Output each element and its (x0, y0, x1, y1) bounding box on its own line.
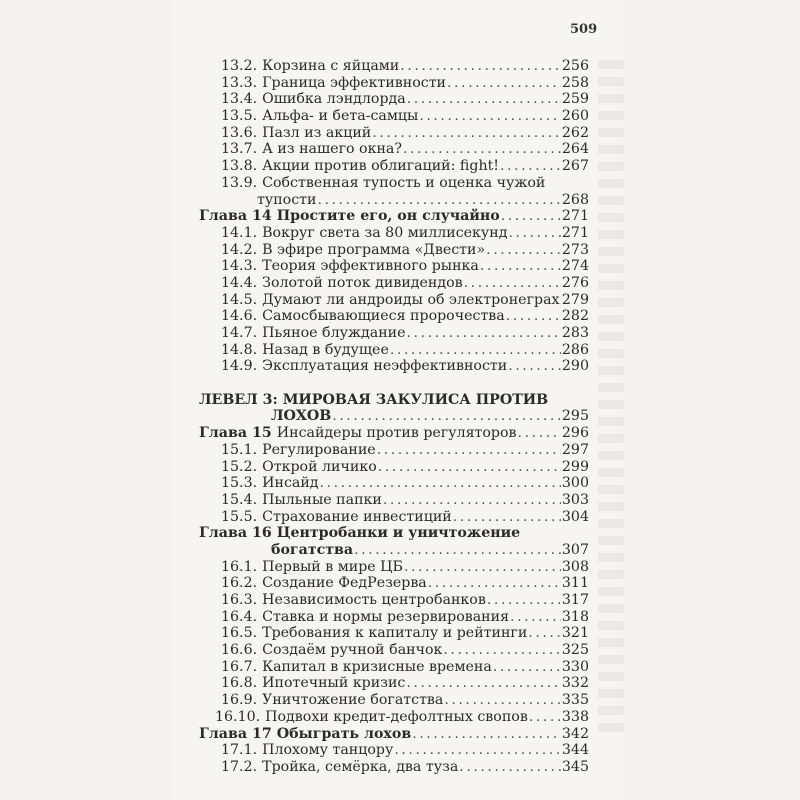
dot-leader (428, 575, 561, 592)
toc-subsection (199, 609, 589, 626)
dot-leader (419, 108, 561, 125)
toc-entry-number: Глава 14 (199, 208, 272, 225)
toc-entry-number: 16.3. (221, 592, 258, 608)
toc-subsection (199, 141, 589, 158)
toc-subsection (199, 75, 589, 92)
toc-page-number: 325 (561, 642, 589, 659)
toc-entry-title: Капитал в кризисные времена (262, 658, 492, 675)
toc-subsection (199, 175, 589, 192)
toc-subsection (199, 592, 589, 609)
toc-chapter (199, 208, 589, 225)
toc-entry-number: Глава 15 (199, 425, 272, 442)
toc-page-number: 318 (561, 608, 589, 625)
toc-page-number: 273 (561, 241, 589, 258)
toc-subsection (199, 91, 589, 108)
toc-page-number: 308 (561, 558, 589, 575)
toc-page-number: 276 (561, 274, 589, 291)
section-gap (199, 375, 589, 392)
toc-entry-number: 16.6. (221, 642, 258, 659)
toc-entry-title: Страхование инвестиций (262, 508, 452, 525)
toc-chapter-continuation (199, 542, 589, 559)
dot-leader (506, 308, 561, 325)
toc-page-number: 279 (561, 291, 589, 308)
toc-entry-title: Теория эффективного рынка (262, 258, 479, 275)
toc-entry-title: Ипотечный кризис (262, 675, 406, 692)
toc-entry-number: 13.9. (221, 174, 258, 191)
toc-entry-title: Простите его, он случайно (276, 208, 500, 225)
toc-entry-number: 13.3. (221, 74, 258, 91)
toc-entry-title: Корзина с яйцами (262, 58, 400, 74)
toc-entry-number: 16.10. (215, 708, 261, 725)
toc-page-number: 282 (561, 308, 589, 325)
dot-leader (354, 542, 561, 559)
dot-leader (444, 692, 561, 709)
toc-subsection (199, 642, 589, 659)
toc-entry-title: Плохому танцору (262, 742, 394, 759)
toc-subsection (199, 492, 589, 509)
show-through-text (598, 60, 624, 740)
toc-page-number: 335 (561, 692, 589, 709)
dot-leader (464, 275, 561, 292)
toc-entry-title: Требования к капиталу и рейтинги (262, 625, 528, 642)
toc-entry-number: 14.3. (221, 258, 258, 275)
toc-page-number: 286 (561, 341, 589, 358)
toc-entry-title: Ставка и нормы резервирования (262, 608, 510, 625)
toc-page-number: 296 (561, 425, 589, 442)
toc-entry-title: Граница эффективности (262, 74, 447, 91)
toc-page-number: 271 (561, 208, 589, 225)
toc-page-number: 295 (561, 408, 589, 425)
dot-leader (453, 509, 561, 526)
dot-leader (443, 642, 561, 659)
dot-leader (407, 91, 561, 108)
toc-entry-number: 14.1. (221, 224, 258, 241)
toc-subsection (199, 742, 589, 759)
toc-page-number: 344 (561, 742, 589, 759)
toc-entry-title: Думают ли андроиды об электронеграх (262, 291, 560, 308)
toc-subsection (199, 58, 589, 75)
toc-page-number: 332 (561, 675, 589, 692)
toc-entry-number: 13.7. (221, 141, 258, 158)
toc-entry-title: Подвохи кредит-дефолтных свопов (265, 708, 528, 725)
toc-subsection (199, 625, 589, 642)
toc-entry-number: 16.2. (221, 575, 258, 592)
dot-leader (394, 742, 561, 759)
toc-entry-title: Создаём ручной банчок (262, 642, 443, 659)
toc-page-number: 321 (561, 625, 589, 642)
toc-entry-title: Уничтожение богатства (262, 692, 444, 709)
toc-chapter (199, 726, 589, 743)
toc-page-number: 317 (561, 592, 589, 608)
toc-entry-title: Акции против облигаций: fight! (262, 158, 500, 175)
dot-leader (320, 475, 561, 492)
dot-leader (406, 675, 561, 692)
toc-subsection (199, 342, 589, 359)
toc-page-number: 259 (561, 91, 589, 108)
toc-part-heading-continuation (199, 408, 589, 425)
dot-leader (447, 75, 561, 92)
table-of-contents (199, 58, 589, 776)
toc-entry-number: 13.2. (221, 58, 258, 74)
toc-entry-number: Глава 17 (199, 725, 272, 742)
toc-subsection (199, 475, 589, 492)
toc-subsection (199, 125, 589, 142)
toc-subsection (199, 275, 589, 292)
toc-subsection (199, 242, 589, 259)
toc-entry-number: Глава 16 (199, 525, 272, 542)
toc-entry-number: 16.5. (221, 625, 258, 642)
toc-subsection (199, 692, 589, 709)
toc-part-heading (199, 392, 589, 409)
toc-chapter (199, 525, 589, 542)
dot-leader (529, 709, 561, 726)
toc-page-number: 311 (561, 575, 589, 592)
toc-page-number: 307 (561, 541, 589, 558)
dot-leader (508, 225, 560, 242)
dot-leader (508, 358, 561, 375)
toc-entry-title: тупости (257, 191, 317, 208)
toc-page-number: 274 (561, 258, 589, 275)
dot-leader (500, 158, 561, 175)
dot-leader (317, 192, 560, 209)
toc-entry-title: Независимость центробанков (262, 592, 486, 608)
toc-entry-number: 14.2. (221, 241, 258, 258)
toc-entry-title: Пьяное блуждание (262, 325, 406, 341)
toc-page-number: 256 (561, 58, 589, 74)
toc-page-number: 267 (561, 158, 589, 175)
toc-subsection (199, 108, 589, 125)
toc-entry-number: 13.6. (221, 124, 258, 141)
toc-page-number: 342 (561, 725, 589, 742)
toc-page-number: 258 (561, 74, 589, 91)
toc-subsection (199, 709, 589, 726)
toc-page-number: 300 (561, 475, 589, 492)
toc-subsection (199, 292, 589, 309)
toc-page-number: 330 (561, 658, 589, 675)
dot-leader (383, 492, 561, 509)
toc-entry-title: Первый в мире ЦБ (262, 558, 403, 575)
dot-leader (377, 442, 561, 459)
toc-entry-title: Альфа- и бета-самцы (262, 108, 419, 125)
dot-leader (332, 408, 561, 425)
toc-subsection (199, 575, 589, 592)
dot-leader (412, 726, 561, 743)
toc-entry-title: Тройка, семёрка, два туза (262, 758, 459, 775)
toc-entry-title: богатства (271, 541, 354, 558)
toc-entry-number: 16.1. (221, 558, 258, 575)
toc-entry-number: 17.1. (221, 742, 258, 759)
toc-subsection (199, 442, 589, 459)
toc-entry-title: А из нашего окна? (262, 141, 402, 158)
dot-leader (486, 242, 561, 259)
toc-entry-title: В эфире программа «Двести» (262, 241, 486, 258)
toc-entry-number: 15.2. (221, 458, 258, 475)
dot-leader (459, 759, 561, 776)
toc-entry-number: 14.5. (221, 291, 258, 308)
page-number: 509 (570, 22, 598, 37)
toc-entry-title: Пыльные папки (262, 491, 382, 508)
toc-page-number: 283 (561, 325, 589, 341)
dot-leader (404, 559, 561, 576)
toc-entry-number: 16.4. (221, 608, 258, 625)
toc-page-number: 297 (561, 441, 589, 458)
toc-entry-title: Инсайд (262, 475, 319, 492)
dot-leader (403, 141, 561, 158)
dot-leader (400, 58, 561, 75)
toc-subsection (199, 308, 589, 325)
dot-leader (480, 258, 561, 275)
toc-entry-number: 14.9. (221, 358, 258, 375)
toc-entry-number: 17.2. (221, 758, 258, 775)
toc-entry-title: Собственная тупость и оценка чужой (262, 174, 546, 191)
toc-page-number: 304 (561, 508, 589, 525)
toc-page-number: 271 (561, 224, 589, 241)
toc-entry-title: Пазл из акций (262, 124, 372, 141)
toc-entry-number: 16.7. (221, 658, 258, 675)
toc-entry-title: Самосбывающиеся пророчества (262, 308, 505, 325)
dot-leader (372, 125, 561, 142)
toc-entry-title: Открой личико (262, 458, 377, 475)
toc-subsection (199, 258, 589, 275)
toc-page-number: 338 (561, 708, 589, 725)
dot-leader (390, 342, 561, 359)
toc-page-number: 290 (561, 358, 589, 375)
toc-page-number: 262 (561, 124, 589, 141)
toc-entry-title: Ошибка лэндлорда (262, 91, 406, 108)
toc-subsection (199, 559, 589, 576)
toc-subsection (199, 759, 589, 776)
toc-subsection (199, 325, 589, 342)
toc-subsection (199, 459, 589, 476)
toc-subsection (199, 358, 589, 375)
dot-leader (378, 459, 561, 476)
toc-subsection (199, 225, 589, 242)
toc-page-number: 303 (561, 491, 589, 508)
dot-leader (501, 208, 561, 225)
dot-leader (407, 325, 561, 342)
toc-entry-number: 14.4. (221, 274, 258, 291)
toc-subsection (199, 659, 589, 676)
toc-subsection (199, 158, 589, 175)
toc-page-number: 299 (561, 458, 589, 475)
dot-leader (487, 592, 561, 609)
dot-leader (528, 625, 561, 642)
dot-leader (518, 425, 561, 442)
toc-subsection (199, 509, 589, 526)
toc-page-number: 260 (561, 108, 589, 125)
toc-page-number: 268 (561, 191, 589, 208)
toc-chapter (199, 425, 589, 442)
toc-entry-title: Обыграть лохов (276, 725, 412, 742)
toc-subsection (199, 675, 589, 692)
toc-entry-title: Эксплуатация неэффективности (262, 358, 508, 375)
toc-entry-title: Назад в будущее (262, 341, 389, 358)
toc-entry-number: 16.9. (221, 692, 258, 709)
toc-entry-number: 13.8. (221, 158, 258, 175)
toc-entry-number: 14.6. (221, 308, 258, 325)
toc-entry-number: 15.5. (221, 508, 258, 525)
toc-entry-number: 13.5. (221, 108, 258, 125)
toc-entry-title: Регулирование (262, 441, 376, 458)
toc-entry-number: 15.1. (221, 441, 258, 458)
toc-entry-number: 15.4. (221, 491, 258, 508)
toc-entry-title: Центробанки и уничтожение (276, 525, 521, 542)
toc-page-number: 345 (561, 758, 589, 775)
toc-entry-number: 14.7. (221, 325, 258, 341)
toc-entry-title: Золотой поток дивидендов (262, 274, 463, 291)
dot-leader (493, 659, 561, 676)
toc-subsection-continuation (199, 192, 589, 209)
toc-entry-title: ЛОХОВ (271, 408, 332, 425)
toc-entry-number: 14.8. (221, 341, 258, 358)
toc-page-number: 264 (561, 141, 589, 158)
toc-entry-number: 16.8. (221, 675, 258, 692)
toc-entry-title: ЛЕВЕЛ 3: МИРОВАЯ ЗАКУЛИСА ПРОТИВ (199, 391, 549, 408)
toc-entry-title: Создание ФедРезерва (262, 575, 427, 592)
toc-entry-number: 15.3. (221, 475, 258, 492)
toc-entry-title: Инсайдеры против регуляторов (276, 425, 517, 442)
toc-entry-number: 13.4. (221, 91, 258, 108)
toc-entry-title: Вокруг света за 80 миллисекунд (262, 224, 508, 241)
dot-leader (510, 609, 561, 626)
